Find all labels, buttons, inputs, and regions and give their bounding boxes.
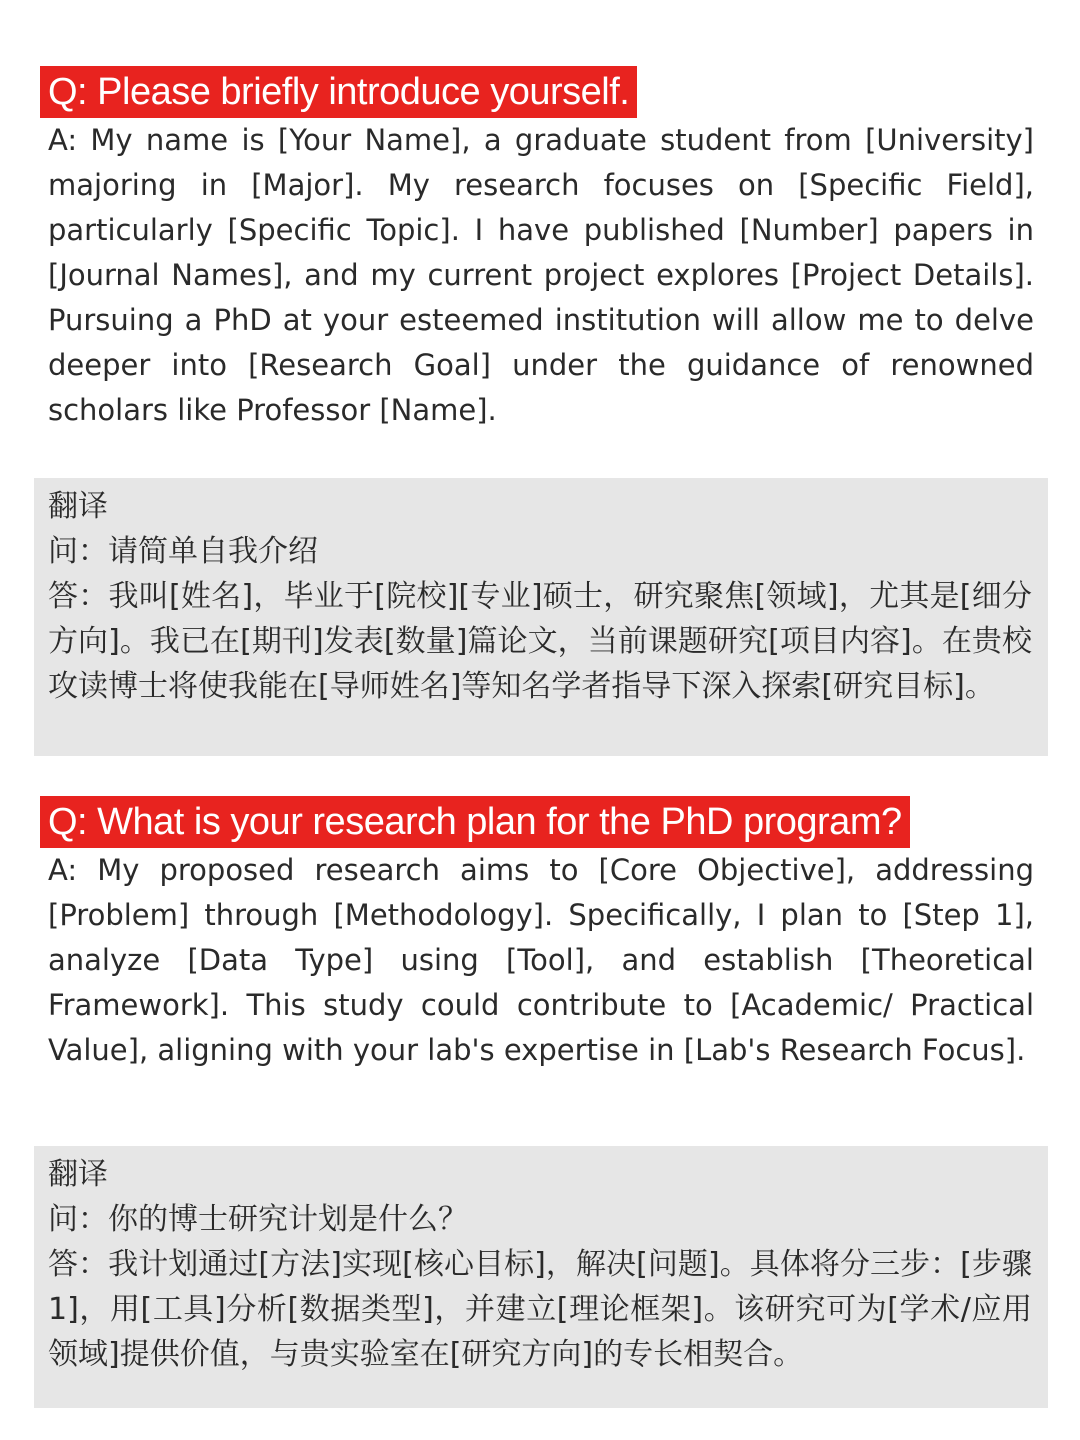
- translation-question-1: 问：请简单自我介绍: [48, 534, 318, 569]
- translation-box-2: [34, 1146, 1048, 1408]
- translation-box-1: [34, 478, 1048, 756]
- answer-text-2: A: My proposed research aims to [Core Objective], addressing [Problem] through [Methodology]. Specifically, I plan to [Step 1], analyze [Data Type] using [Tool], and establish [Theoretical Framework]. This study could contribute to [Academic/ Practical Value], aligning with your lab's expertise in [Lab's Research Focus].: [48, 853, 1034, 1067]
- translation-label-1: 翻译: [48, 489, 108, 524]
- translation-answer-1: 答：我叫[姓名]，毕业于[院校][专业]硕士，研究聚焦[领域]，尤其是[细分方向]。我已在[期刊]发表[数量]篇论文，当前课题研究[项目内容]。在贵校攻读博士将使我能在[导师姓名]等知名学者指导下深入探索[研究目标]。: [48, 579, 1032, 704]
- question-heading-1: Q: Please briefly introduce yourself.: [40, 66, 637, 118]
- answer-text-1: A: My name is [Your Name], a graduate student from [University] majoring in [Major]. My research focuses on [Specific Field], particularly [Specific Topic]. I have published [Number] papers in [Journal Names], and my current project explores [Project Details]. Pursuing a PhD at your esteemed institution will allow me to delve deeper into [Research Goal] under the guidance of renowned scholars like Professor [Name].: [48, 123, 1034, 427]
- translation-label-2: 翻译: [48, 1157, 108, 1192]
- question-heading-2: Q: What is your research plan for the PhD program?: [40, 796, 910, 848]
- translation-question-2: 问：你的博士研究计划是什么？: [48, 1202, 468, 1237]
- translation-answer-2: 答：我计划通过[方法]实现[核心目标]，解决[问题]。具体将分三步：[步骤1]，用[工具]分析[数据类型]，并建立[理论框架]。该研究可为[学术/应用领域]提供价值，与贵实验室在[研究方向]的专长相契合。: [48, 1247, 1032, 1372]
